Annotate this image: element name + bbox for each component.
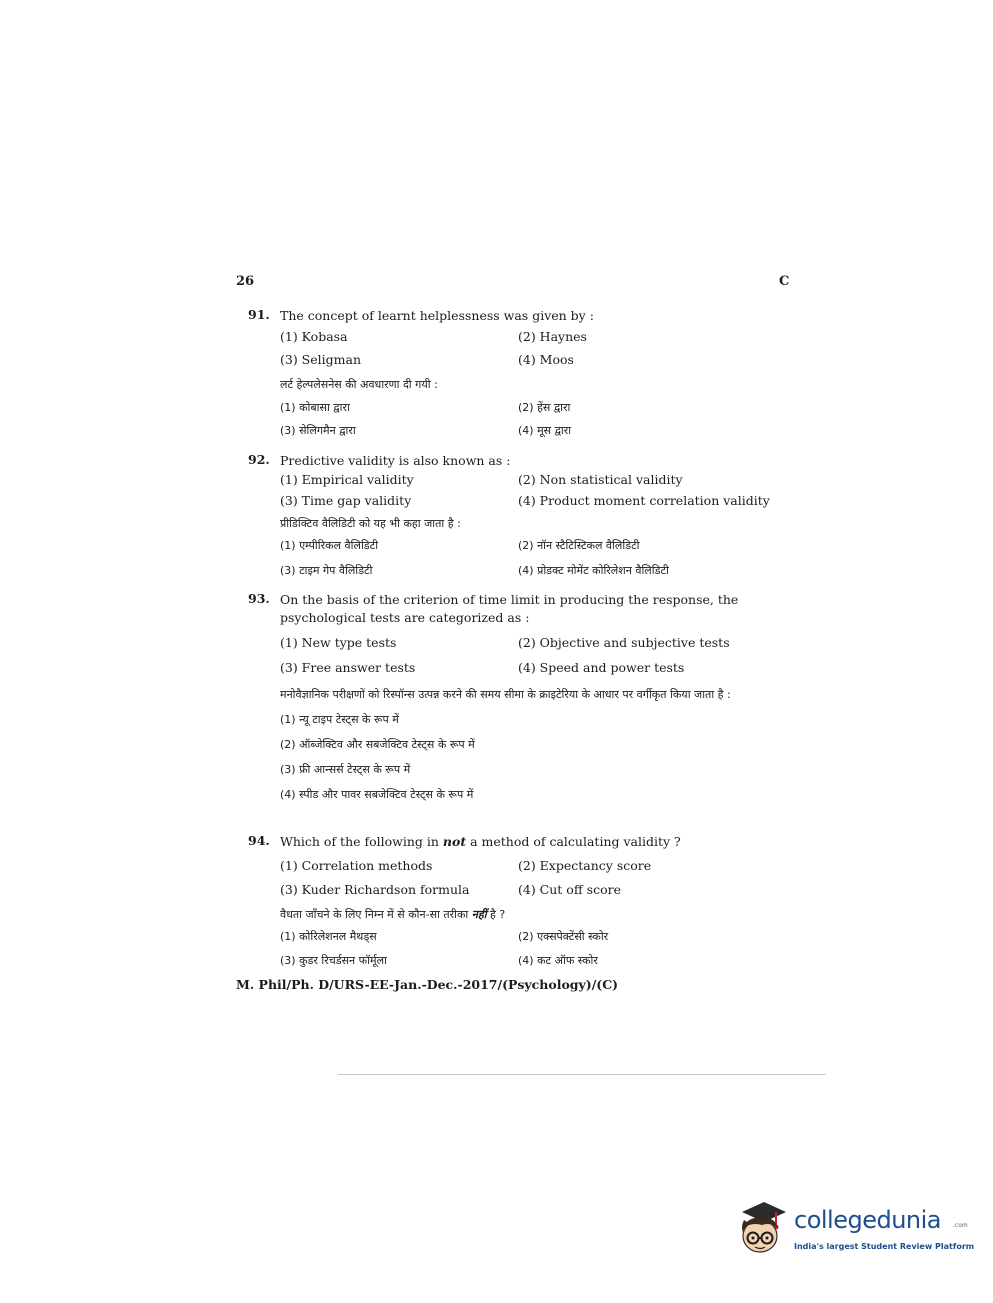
options-hi <box>280 704 788 804</box>
question-number: 92. <box>248 452 270 467</box>
mascot-icon <box>734 1198 790 1258</box>
question-text-hi <box>280 905 788 924</box>
option-4-en: (4) Moos <box>518 352 574 367</box>
question-94 <box>248 833 788 974</box>
option-1-hi: (1) एम्पीरिकल वैलिडिटी <box>280 539 379 552</box>
option-3-hi: (3) फ्री आन्सर्स टेस्ट्स के रूप में <box>280 763 411 776</box>
question-91 <box>248 307 788 440</box>
option-2-en: (2) Haynes <box>518 329 587 344</box>
logo-tagline: India's largest Student Review Platform <box>794 1242 975 1251</box>
option-1-hi: (1) न्यू टाइप टेस्ट्स के रूप में <box>280 713 399 726</box>
option-2-hi: (2) नॉन स्टैटिस्टिकल वैलिडिटी <box>518 539 640 552</box>
divider <box>338 1074 826 1075</box>
question-text-hi-emphasis: नहीं <box>471 908 487 921</box>
question-set-code: C <box>779 274 790 289</box>
option-4-en: (4) Product moment correlation validity <box>518 493 770 508</box>
option-2-en: (2) Objective and subjective tests <box>518 635 730 650</box>
option-3-hi: (3) सेलिगमैन द्वारा <box>280 424 356 437</box>
option-4-hi: (4) कट ऑफ स्कोर <box>518 954 598 967</box>
option-4-en: (4) Cut off score <box>518 882 621 897</box>
question-text-en <box>280 833 788 851</box>
option-1-hi: (1) कोबासा द्वारा <box>280 401 350 414</box>
options-en <box>280 470 788 512</box>
question-text-en: Predictive validity is also known as : <box>280 453 511 468</box>
option-2-en: (2) Expectancy score <box>518 858 652 873</box>
option-4-en: (4) Speed and power tests <box>518 660 685 675</box>
question-text-en: On the basis of the criterion of time limit in producing the response, the psychological tests are categorized as : <box>280 592 739 625</box>
question-text-en-part: a method of calculating validity ? <box>466 834 681 849</box>
question-93 <box>248 591 788 804</box>
option-2-hi: (2) एक्सपेक्टेंसी स्कोर <box>518 930 609 943</box>
collegedunia-logo[interactable] <box>734 1196 975 1266</box>
options-hi <box>280 394 788 440</box>
page-number: 26 <box>236 274 255 289</box>
option-3-en: (3) Time gap validity <box>280 493 412 508</box>
question-number: 94. <box>248 833 270 848</box>
option-3-hi: (3) कुडर रिचर्डसन फॉर्मूला <box>280 954 387 967</box>
question-text-en-emphasis: not <box>442 834 467 849</box>
option-1-en: (1) Kobasa <box>280 329 348 344</box>
question-number: 91. <box>248 307 270 322</box>
options-en <box>280 627 788 681</box>
question-92 <box>248 452 788 583</box>
option-1-hi: (1) कोरिलेशनल मैथड्स <box>280 930 377 943</box>
option-1-en: (1) Empirical validity <box>280 472 414 487</box>
question-text-en: The concept of learnt helplessness was given by : <box>280 308 594 323</box>
option-1-en: (1) New type tests <box>280 635 397 650</box>
options-hi <box>280 924 788 974</box>
options-hi <box>280 533 788 583</box>
paper-code-footer: M. Phil/Ph. D/URS-EE-Jan.-Dec.-2017/(Psychology)/(C) <box>236 977 619 992</box>
question-text-hi: मनोवैज्ञानिक परीक्षणों को रिस्पॉन्स उत्पन्न करने की समय सीमा के क्राइटेरिया के आधार पर वर्गीकृत किया जाता है : <box>280 688 731 701</box>
question-text-en-part: Which of the following in <box>280 834 443 849</box>
option-4-hi: (4) प्रोडक्ट मोमेंट कोरिलेशन वैलिडिटी <box>518 564 669 577</box>
option-4-hi: (4) मूस द्वारा <box>518 424 572 437</box>
question-text-hi: लर्ट हेल्पलेसनेस की अवधारणा दी गयी : <box>280 378 438 391</box>
option-4-hi: (4) स्पीड और पावर सबजेक्टिव टेस्ट्स के रूप में <box>280 788 474 801</box>
question-text-hi-part: वैधता जाँचने के लिए निम्न में से कौन-सा तरीका <box>280 908 472 921</box>
option-3-en: (3) Kuder Richardson formula <box>280 882 470 897</box>
option-2-hi: (2) हेंस द्वारा <box>518 401 571 414</box>
question-text-hi: प्रीडिक्टिव वैलिडिटी को यह भी कहा जाता है : <box>280 517 461 530</box>
option-3-en: (3) Seligman <box>280 352 361 367</box>
options-en <box>280 851 788 903</box>
logo-domain-suffix: .com <box>953 1222 968 1229</box>
option-2-hi: (2) ऑब्जेक्टिव और सबजेक्टिव टेस्ट्स के रूप में <box>280 738 475 751</box>
logo-wordmark: collegedunia <box>794 1206 942 1234</box>
options-en <box>280 325 788 371</box>
question-text-hi-part: है ? <box>486 908 506 921</box>
option-3-en: (3) Free answer tests <box>280 660 416 675</box>
option-1-en: (1) Correlation methods <box>280 858 433 873</box>
option-3-hi: (3) टाइम गेप वैलिडिटी <box>280 564 373 577</box>
option-2-en: (2) Non statistical validity <box>518 472 683 487</box>
question-number: 93. <box>248 591 270 606</box>
